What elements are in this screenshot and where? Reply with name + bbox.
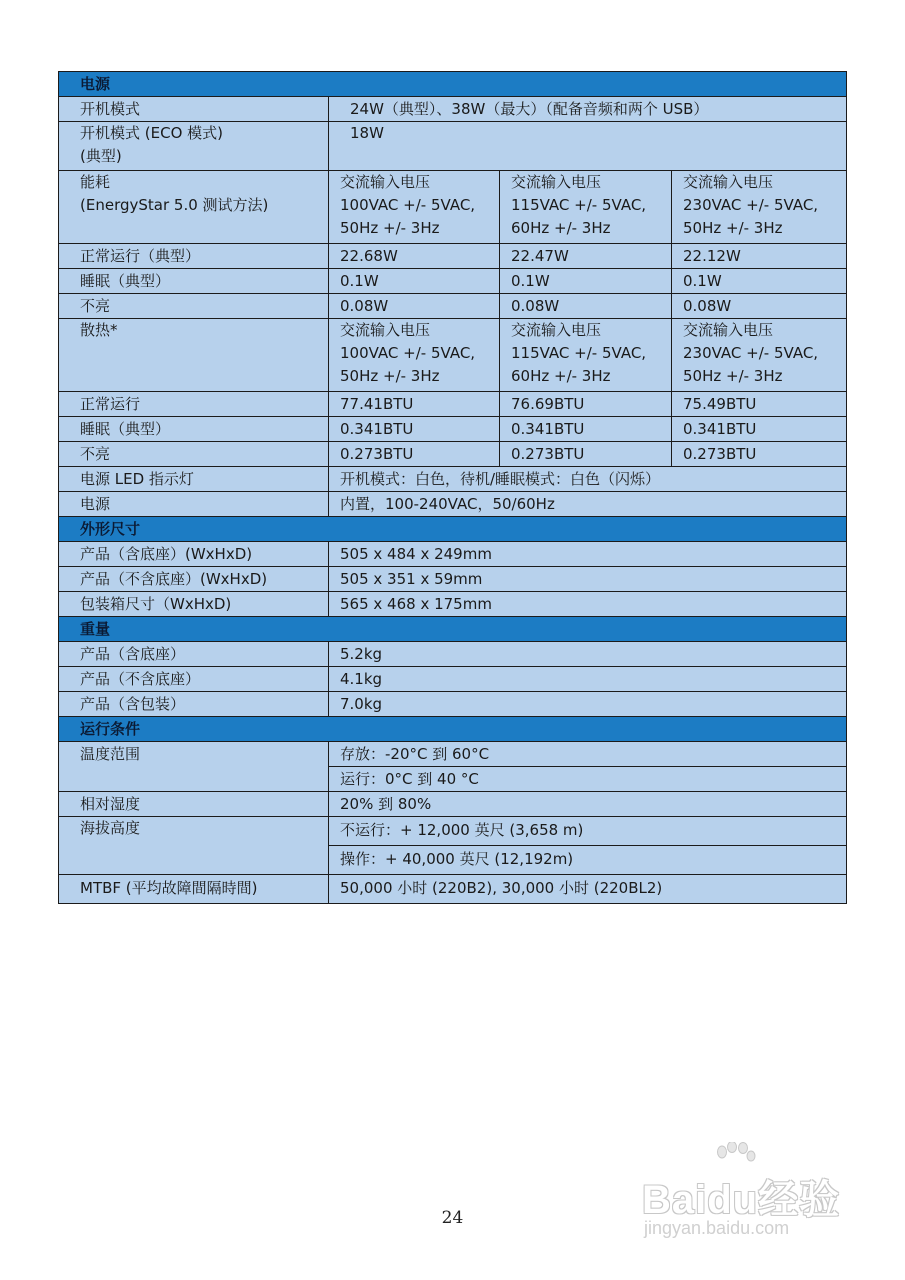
section-title: 运行条件: [59, 717, 847, 742]
row-value: 0.08W: [672, 294, 847, 319]
row-value: 不运行：+ 12,000 英尺 (3,658 m): [329, 817, 847, 846]
row-label: 电源: [59, 492, 329, 517]
row-value: 4.1kg: [329, 667, 847, 692]
table-row: [59, 817, 847, 846]
page-number: 24: [441, 1208, 464, 1228]
voltage-cell: [329, 171, 500, 244]
table-row: [59, 392, 847, 417]
row-value: 0.341BTU: [500, 417, 672, 442]
row-label: 温度范围: [59, 742, 329, 792]
row-value: 0.1W: [500, 269, 672, 294]
row-label: 散热*: [59, 319, 329, 392]
row-label: 产品（不含底座）(WxHxD): [59, 567, 329, 592]
row-label: [59, 171, 329, 244]
row-value: 565 x 468 x 175mm: [329, 592, 847, 617]
row-value: 0.341BTU: [329, 417, 500, 442]
watermark-url: jingyan.baidu.com: [644, 1218, 790, 1238]
table-row: [59, 171, 847, 244]
cell-line: 100VAC +/- 5VAC,: [340, 344, 476, 362]
row-label: 不亮: [59, 442, 329, 467]
row-value: 24W（典型）、38W（最大）（配备音频和两个 USB）: [329, 97, 847, 122]
row-label: 正常运行（典型）: [59, 244, 329, 269]
row-value: 运行：0°C 到 40 °C: [329, 767, 847, 792]
section-header-power: [59, 72, 847, 97]
section-title: 电源: [59, 72, 847, 97]
row-value: 505 x 351 x 59mm: [329, 567, 847, 592]
table-row: [59, 319, 847, 392]
row-label: 电源 LED 指示灯: [59, 467, 329, 492]
table-row: [59, 667, 847, 692]
row-value: 18W: [329, 122, 847, 171]
cell-line: 交流输入电压: [511, 321, 602, 339]
spec-table: [58, 71, 847, 904]
row-value: 内置，100-240VAC，50/60Hz: [329, 492, 847, 517]
row-label: 正常运行: [59, 392, 329, 417]
voltage-cell: [672, 171, 847, 244]
row-value: 0.08W: [500, 294, 672, 319]
row-label: 睡眠（典型）: [59, 417, 329, 442]
row-value: 50,000 小时 (220B2), 30,000 小时 (220BL2): [329, 875, 847, 904]
row-label: 不亮: [59, 294, 329, 319]
cell-line: 交流输入电压: [683, 321, 774, 339]
row-value: 0.273BTU: [329, 442, 500, 467]
cell-line: 230VAC +/- 5VAC,: [683, 196, 819, 214]
cell-line: 115VAC +/- 5VAC,: [511, 344, 647, 362]
cell-line: 50Hz +/- 3Hz: [340, 219, 440, 237]
table-row: [59, 97, 847, 122]
table-row: [59, 244, 847, 269]
row-value: 77.41BTU: [329, 392, 500, 417]
table-row: [59, 294, 847, 319]
row-label: 海拔高度: [59, 817, 329, 875]
row-value: 0.1W: [329, 269, 500, 294]
table-row: [59, 592, 847, 617]
row-value: 7.0kg: [329, 692, 847, 717]
row-label: 产品（含底座）: [59, 642, 329, 667]
table-row: [59, 542, 847, 567]
baidu-watermark: [640, 1140, 870, 1250]
voltage-cell: [329, 319, 500, 392]
section-header-dimensions: [59, 517, 847, 542]
cell-line: 50Hz +/- 3Hz: [340, 367, 440, 385]
label-line: 能耗: [80, 173, 111, 191]
row-value: 505 x 484 x 249mm: [329, 542, 847, 567]
row-label: [59, 122, 329, 171]
section-title: 外形尺寸: [59, 517, 847, 542]
row-value: 0.273BTU: [500, 442, 672, 467]
cell-line: 交流输入电压: [683, 173, 774, 191]
cell-line: 交流输入电压: [340, 173, 431, 191]
cell-line: 交流输入电压: [511, 173, 602, 191]
table-row: [59, 122, 847, 171]
cell-line: 60Hz +/- 3Hz: [511, 219, 611, 237]
voltage-cell: [500, 171, 672, 244]
label-line: 开机模式 (ECO 模式): [80, 124, 223, 142]
voltage-cell: [672, 319, 847, 392]
label-line: (EnergyStar 5.0 测试方法): [80, 196, 269, 214]
row-label: 开机模式: [59, 97, 329, 122]
row-value: 20% 到 80%: [329, 792, 847, 817]
row-value: 0.08W: [329, 294, 500, 319]
cell-line: 60Hz +/- 3Hz: [511, 367, 611, 385]
table-row: [59, 692, 847, 717]
row-value: 75.49BTU: [672, 392, 847, 417]
label-line: (典型): [80, 147, 122, 165]
section-title: 重量: [59, 617, 847, 642]
row-value: 0.341BTU: [672, 417, 847, 442]
row-label: 产品（含包装）: [59, 692, 329, 717]
voltage-cell: [500, 319, 672, 392]
row-value: 5.2kg: [329, 642, 847, 667]
table-row: [59, 742, 847, 767]
table-row: [59, 442, 847, 467]
table-row: [59, 467, 847, 492]
table-row: [59, 792, 847, 817]
watermark-brand: Baidu经验: [642, 1178, 841, 1222]
cell-line: 50Hz +/- 3Hz: [683, 367, 783, 385]
section-header-weight: [59, 617, 847, 642]
cell-line: 115VAC +/- 5VAC,: [511, 196, 647, 214]
row-label: 产品（不含底座）: [59, 667, 329, 692]
table-row: [59, 642, 847, 667]
row-label: 包装箱尺寸（WxHxD): [59, 592, 329, 617]
row-value: 存放：-20°C 到 60°C: [329, 742, 847, 767]
row-label: 产品（含底座）(WxHxD): [59, 542, 329, 567]
row-value: 22.68W: [329, 244, 500, 269]
cell-line: 230VAC +/- 5VAC,: [683, 344, 819, 362]
table-row: [59, 269, 847, 294]
section-header-operating: [59, 717, 847, 742]
row-label: MTBF (平均故障間隔時間): [59, 875, 329, 904]
row-value: 22.47W: [500, 244, 672, 269]
table-row: [59, 492, 847, 517]
table-row: [59, 417, 847, 442]
cell-line: 100VAC +/- 5VAC,: [340, 196, 476, 214]
cell-line: 50Hz +/- 3Hz: [683, 219, 783, 237]
row-label: 睡眠（典型）: [59, 269, 329, 294]
cell-line: 交流输入电压: [340, 321, 431, 339]
row-value: 76.69BTU: [500, 392, 672, 417]
row-value: 22.12W: [672, 244, 847, 269]
table-row: [59, 567, 847, 592]
row-value: 操作：+ 40,000 英尺 (12,192m): [329, 846, 847, 875]
row-value: 0.1W: [672, 269, 847, 294]
row-label: 相对湿度: [59, 792, 329, 817]
row-value: 开机模式：白色，待机/睡眠模式：白色（闪烁）: [329, 467, 847, 492]
table-row: [59, 875, 847, 904]
row-value: 0.273BTU: [672, 442, 847, 467]
